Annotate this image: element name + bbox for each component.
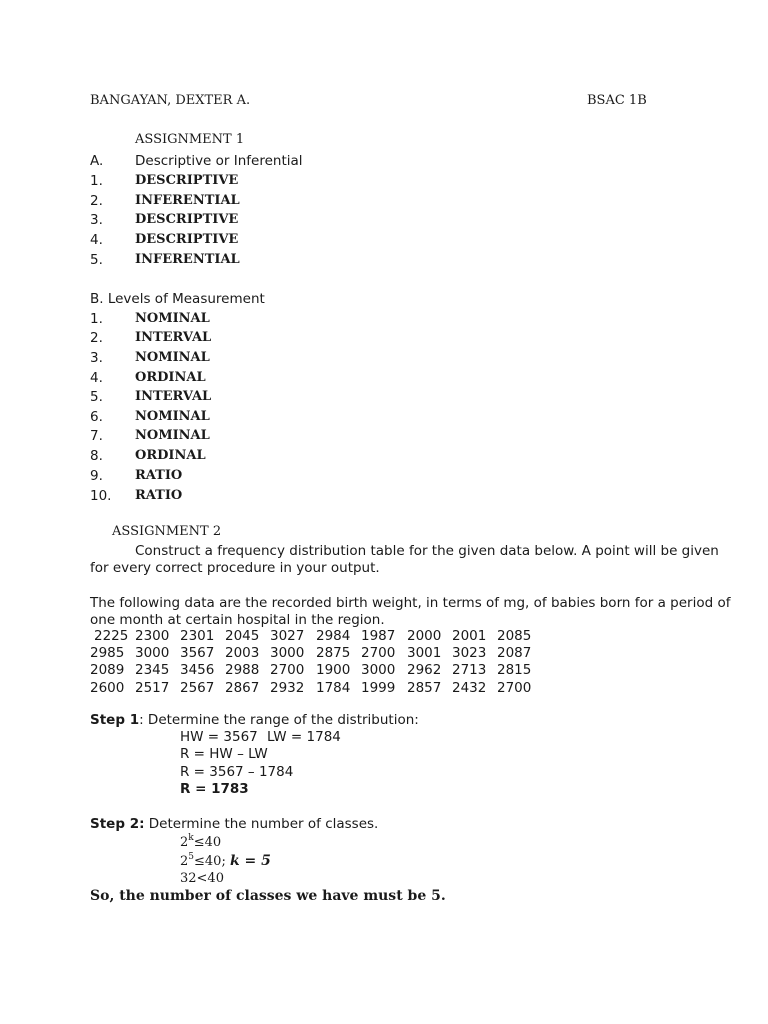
assignment2-title: ASSIGNMENT 2 xyxy=(112,524,222,539)
table-cell: 2003 xyxy=(225,645,260,661)
list-item-number: 5. xyxy=(90,389,103,405)
list-item-answer: ORDINAL xyxy=(135,370,206,385)
list-item-answer: DESCRIPTIVE xyxy=(135,232,239,247)
table-cell: 2875 xyxy=(316,645,351,661)
list-item-number: 3. xyxy=(90,212,103,228)
table-cell: 2932 xyxy=(270,680,305,696)
table-cell: 3456 xyxy=(180,662,215,678)
table-cell: 1900 xyxy=(316,662,351,678)
step2-inequality-2 xyxy=(180,853,271,869)
table-cell: 2867 xyxy=(225,680,260,696)
step1-line xyxy=(90,712,419,728)
student-name: BANGAYAN, DEXTER A. xyxy=(90,93,251,108)
step2-rest: ≤40; xyxy=(194,854,226,869)
step2-inequality-1 xyxy=(180,835,221,850)
list-item-number: 1. xyxy=(90,311,103,327)
table-cell: 2700 xyxy=(361,645,396,661)
step2-label: Step 2: xyxy=(90,816,145,832)
table-cell: 3023 xyxy=(452,645,487,661)
step2-text: Determine the number of classes. xyxy=(144,816,379,832)
course-section: BSAC 1B xyxy=(587,93,647,108)
list-item-number: 1. xyxy=(90,173,103,189)
instruction-line-2: for every correct procedure in your output. xyxy=(90,560,380,576)
table-cell: 2345 xyxy=(135,662,170,678)
table-cell: 3567 xyxy=(180,645,215,661)
sectionA-label: A. xyxy=(90,153,104,169)
step2-base: 2 xyxy=(180,835,189,850)
table-cell: 2045 xyxy=(225,628,260,644)
table-cell: 2984 xyxy=(316,628,351,644)
step2-base: 2 xyxy=(180,854,189,869)
table-cell: 2517 xyxy=(135,680,170,696)
table-cell: 2087 xyxy=(497,645,532,661)
table-cell: 1784 xyxy=(316,680,351,696)
data-intro-line-2: one month at certain hospital in the region. xyxy=(90,612,385,628)
list-item-answer: INTERVAL xyxy=(135,330,212,345)
table-cell: 2000 xyxy=(407,628,442,644)
step2-exponent: k xyxy=(188,833,194,843)
sectionB-title: B. Levels of Measurement xyxy=(90,291,265,307)
list-item-answer: DESCRIPTIVE xyxy=(135,173,239,188)
list-item-answer: NOMINAL xyxy=(135,350,210,365)
table-cell: 2300 xyxy=(135,628,170,644)
list-item-number: 2. xyxy=(90,330,103,346)
list-item-answer: NOMINAL xyxy=(135,428,210,443)
table-cell: 2001 xyxy=(452,628,487,644)
table-cell: 2962 xyxy=(407,662,442,678)
step2-rest: ≤40 xyxy=(193,835,222,850)
step1-result: R = 1783 xyxy=(180,781,249,797)
assignment1-title: ASSIGNMENT 1 xyxy=(135,132,245,147)
sectionA-title: Descriptive or Inferential xyxy=(135,153,303,169)
list-item-answer: NOMINAL xyxy=(135,311,210,326)
table-cell: 3001 xyxy=(407,645,442,661)
table-cell: 2600 xyxy=(90,680,125,696)
list-item-number: 8. xyxy=(90,448,103,464)
list-item-answer: INFERENTIAL xyxy=(135,252,240,267)
table-cell: 2700 xyxy=(270,662,305,678)
table-cell: 2432 xyxy=(452,680,487,696)
step2-exponent: 5 xyxy=(188,852,195,862)
table-cell: 3000 xyxy=(135,645,170,661)
list-item-answer: DESCRIPTIVE xyxy=(135,212,239,227)
step1-substitution: R = 3567 – 1784 xyxy=(180,764,294,780)
step2-conclusion: So, the number of classes we have must be 5. xyxy=(90,888,446,904)
table-cell: 2815 xyxy=(497,662,532,678)
list-item-number: 5. xyxy=(90,252,103,268)
step2-line xyxy=(90,816,378,832)
step2-inequality-3: 32<40 xyxy=(180,871,224,886)
table-cell: 1987 xyxy=(361,628,396,644)
step1-lw: LW = 1784 xyxy=(267,729,341,745)
table-cell: 2700 xyxy=(497,680,532,696)
list-item-answer: RATIO xyxy=(135,488,183,503)
table-cell: 2713 xyxy=(452,662,487,678)
step1-text: : Determine the range of the distribution: xyxy=(139,712,419,728)
table-cell: 2567 xyxy=(180,680,215,696)
table-cell: 2985 xyxy=(90,645,125,661)
table-cell: 2988 xyxy=(225,662,260,678)
list-item-number: 9. xyxy=(90,468,103,484)
list-item-answer: RATIO xyxy=(135,468,183,483)
list-item-answer: INFERENTIAL xyxy=(135,193,240,208)
table-cell: 3027 xyxy=(270,628,305,644)
table-cell: 2225 xyxy=(94,628,129,644)
step1-hw: HW = 3567 xyxy=(180,729,258,745)
table-cell: 2301 xyxy=(180,628,215,644)
list-item-number: 4. xyxy=(90,370,103,386)
table-cell: 1999 xyxy=(361,680,396,696)
list-item-number: 4. xyxy=(90,232,103,248)
list-item-answer: ORDINAL xyxy=(135,448,206,463)
list-item-number: 7. xyxy=(90,428,103,444)
list-item-number: 3. xyxy=(90,350,103,366)
step1-label: Step 1 xyxy=(90,712,140,728)
step2-k-value: k = 5 xyxy=(229,853,271,869)
data-intro-line-1: The following data are the recorded birth weight, in terms of mg, of babies born for a period of xyxy=(90,595,731,611)
table-cell: 3000 xyxy=(270,645,305,661)
list-item-answer: NOMINAL xyxy=(135,409,210,424)
list-item-number: 10. xyxy=(90,488,112,504)
list-item-answer: INTERVAL xyxy=(135,389,212,404)
list-item-number: 6. xyxy=(90,409,103,425)
table-cell: 2857 xyxy=(407,680,442,696)
instruction-line-1: Construct a frequency distribution table for the given data below. A point will be given xyxy=(135,543,719,559)
step1-formula: R = HW – LW xyxy=(180,746,268,762)
table-cell: 2085 xyxy=(497,628,532,644)
table-cell: 2089 xyxy=(90,662,125,678)
list-item-number: 2. xyxy=(90,193,103,209)
table-cell: 3000 xyxy=(361,662,396,678)
